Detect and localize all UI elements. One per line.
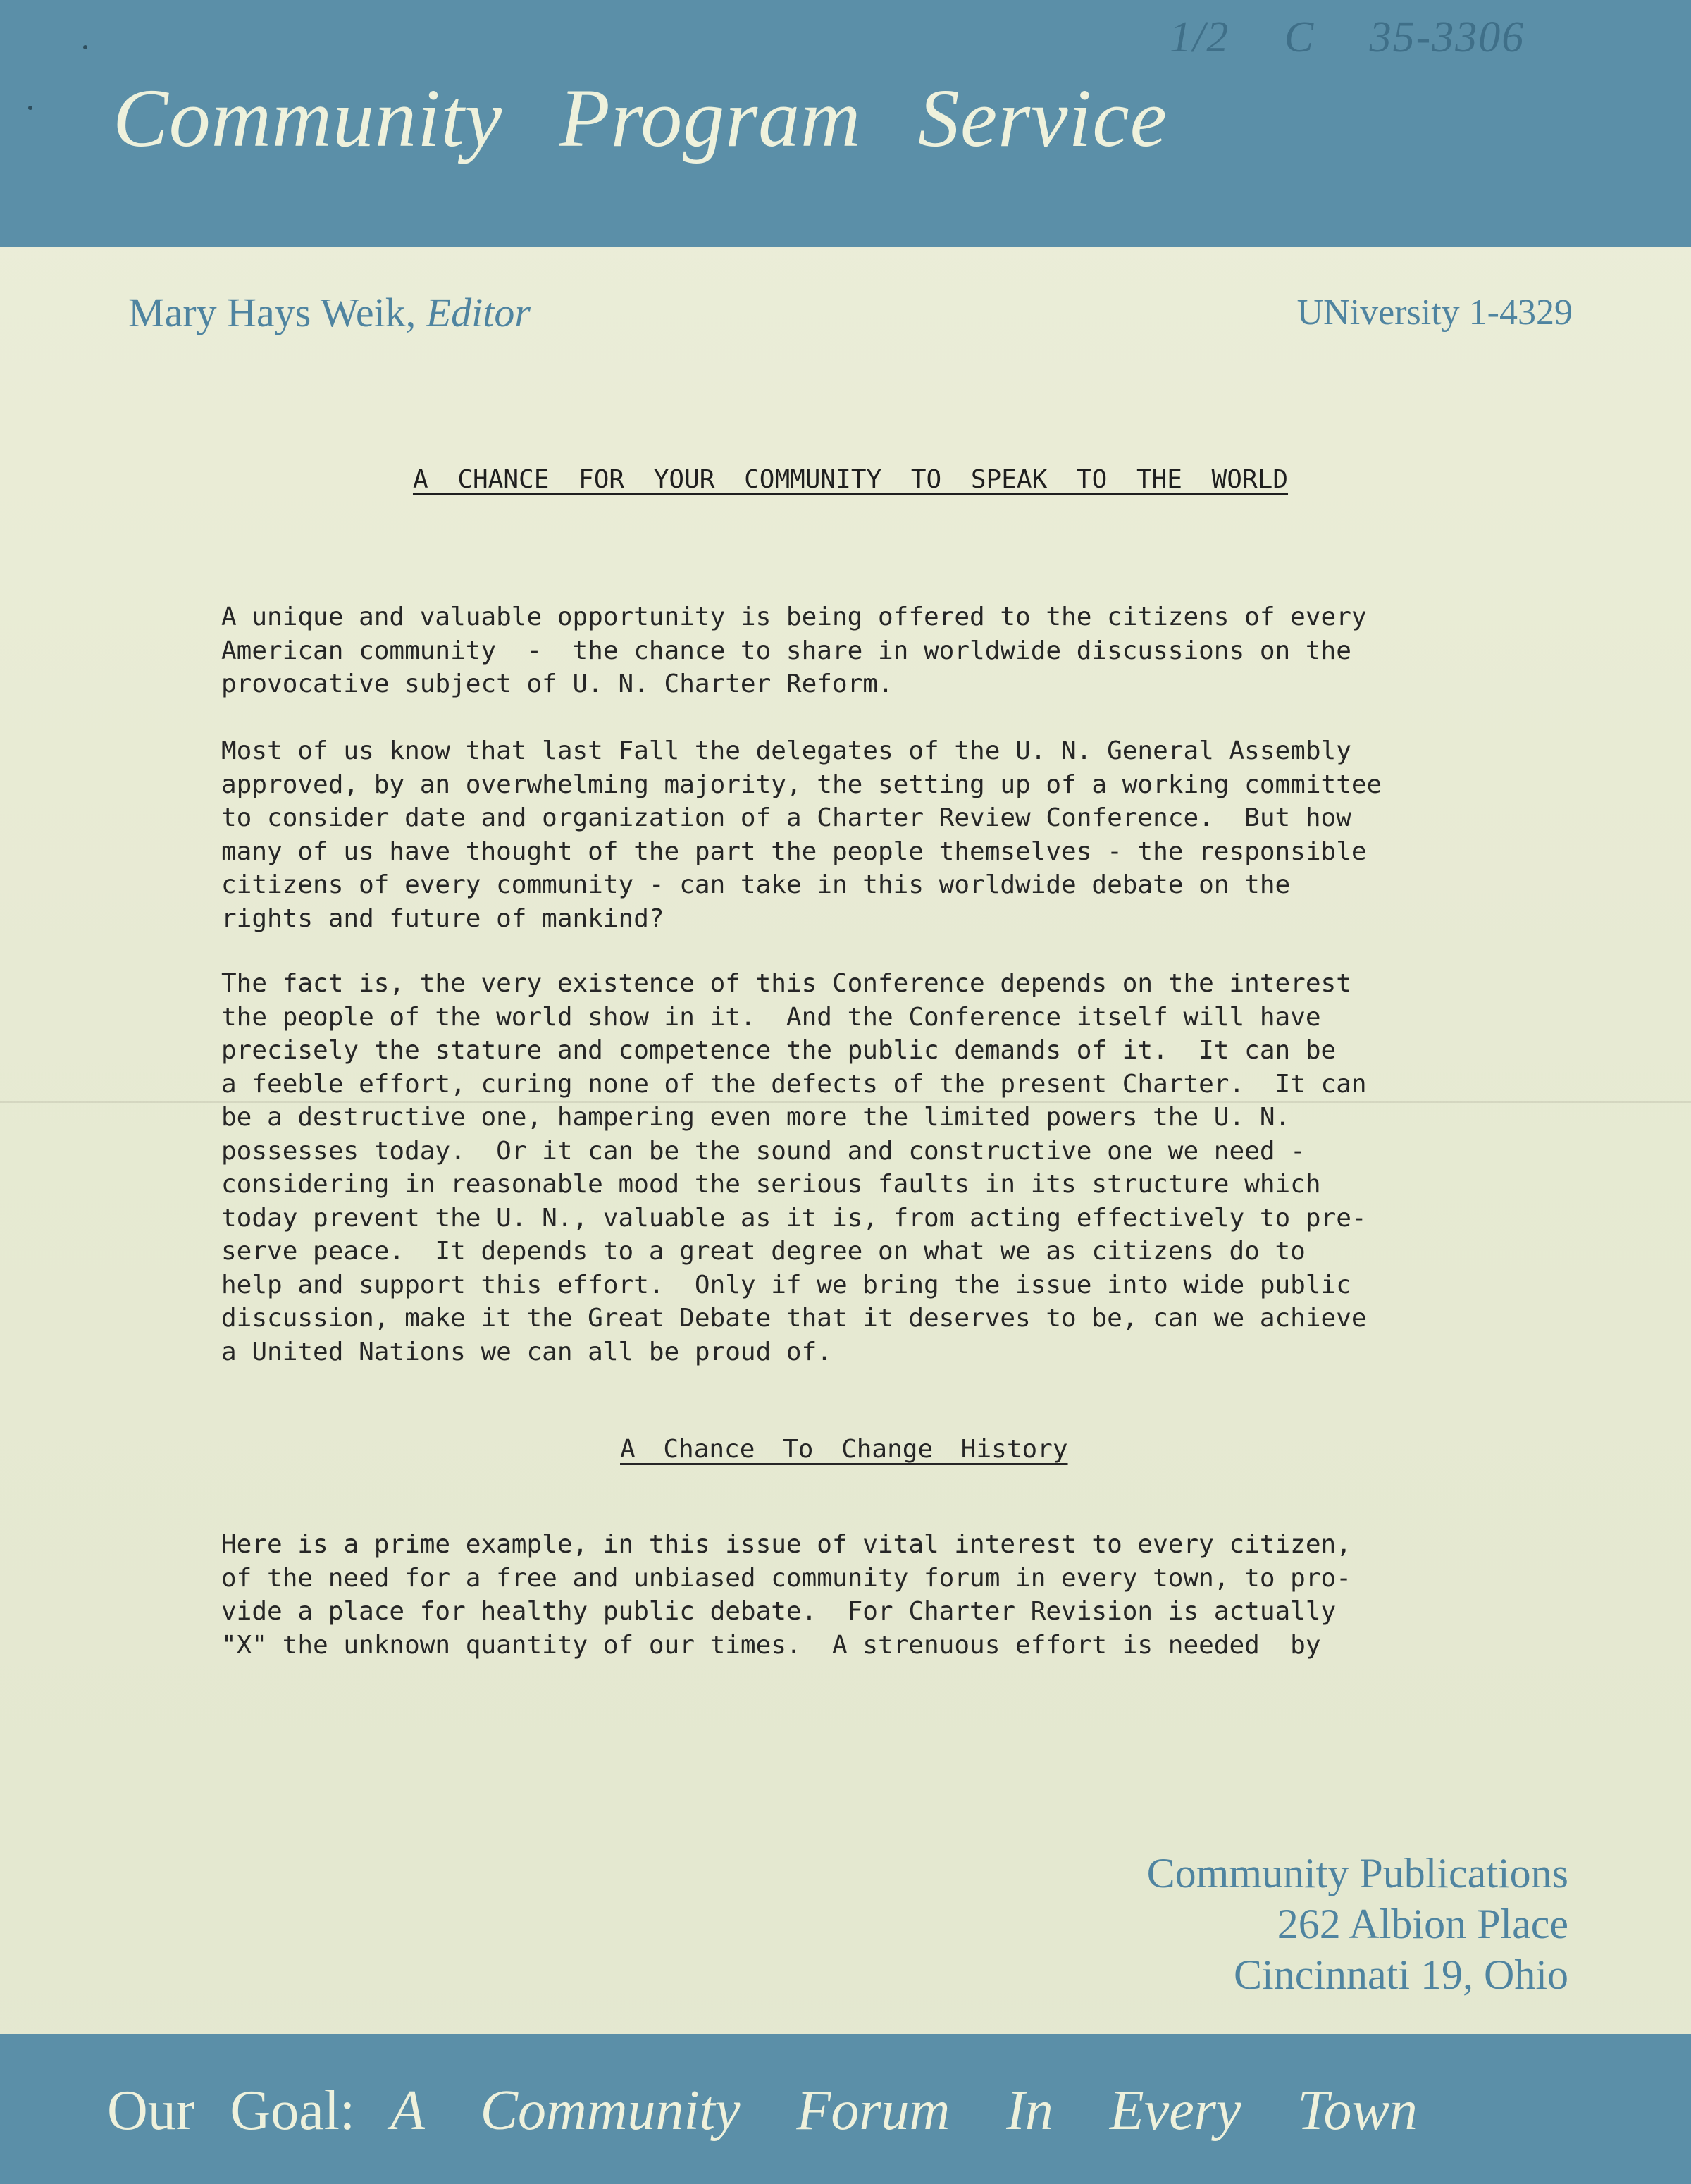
section-subheading: A Chance To Change History	[620, 1435, 1068, 1464]
publisher-street: 262 Albion Place	[1277, 1901, 1568, 1947]
footer-goal	[107, 2079, 1601, 2143]
fold-line	[0, 1101, 1691, 1103]
article-title: A CHANCE FOR YOUR COMMUNITY TO SPEAK TO THE WORLD	[412, 465, 1289, 494]
publisher-address	[1147, 1848, 1568, 2000]
paper-speck	[83, 45, 87, 49]
paragraph-1: A unique and valuable opportunity is being offered to the citizens of every American community - the chance to share in worldwide discussions on the provocative subject of U. N. Charter Reform.	[221, 603, 1367, 698]
archive-handwritten-note: 1/2 C 35-3306	[1170, 13, 1525, 61]
paragraph-2: Most of us know that last Fall the delegates of the U. N. General Assembly approved, by an overwhelming majority, the setting up of a working committee to consider date and organization of a Charter Review Conference. But how many of us have thought of the part the people themselves - the responsible citizens of every community - can take in this worldwide debate on the rights and future of mankind?	[221, 736, 1382, 933]
publisher-city: Cincinnati 19, Ohio	[1234, 1951, 1568, 1998]
masthead-title: Community Program Service	[113, 72, 1168, 164]
goal-lead: Our Goal:	[107, 2080, 391, 2142]
publisher-name: Community Publications	[1146, 1850, 1568, 1896]
editor-role: Editor	[426, 290, 531, 335]
editor-line	[128, 289, 531, 336]
editor-name: Mary Hays Weik,	[128, 290, 426, 335]
phone-number: UNiversity 1-4329	[1296, 292, 1573, 333]
goal-motto: A Community Forum In Every Town	[390, 2080, 1418, 2142]
paper-speck	[28, 106, 32, 110]
paragraph-4: Here is a prime example, in this issue of vital interest to every citizen, of the need for a free and unbiased community forum in every town, to pro- vide a place for healthy public debate. For Charter Revision is actually "X" the unknown quantity of our times. A strenuous effort is needed by	[221, 1530, 1351, 1660]
paragraph-3: The fact is, the very existence of this Conference depends on the interest the people of the world show in it. And the Conference itself will have precisely the stature and competence the public demands of it. It can be a feeble effort, curing none of the defects of the present Charter. It can be a destructive one, hampering even more the limited powers the U. N. possesses today. Or it can be the sound and constructive one we need - considering in reasonable mood the serious faults in its structure which today prevent the U. N., valuable as it is, from acting effectively to pre- serve peace. It depends to a great degree on what we as citizens do to help and support this effort. Only if we bring the issue into wide public discussion, make it the Great Debate that it deserves to be, can we achieve a United Nations we can all be proud of.	[221, 969, 1367, 1366]
